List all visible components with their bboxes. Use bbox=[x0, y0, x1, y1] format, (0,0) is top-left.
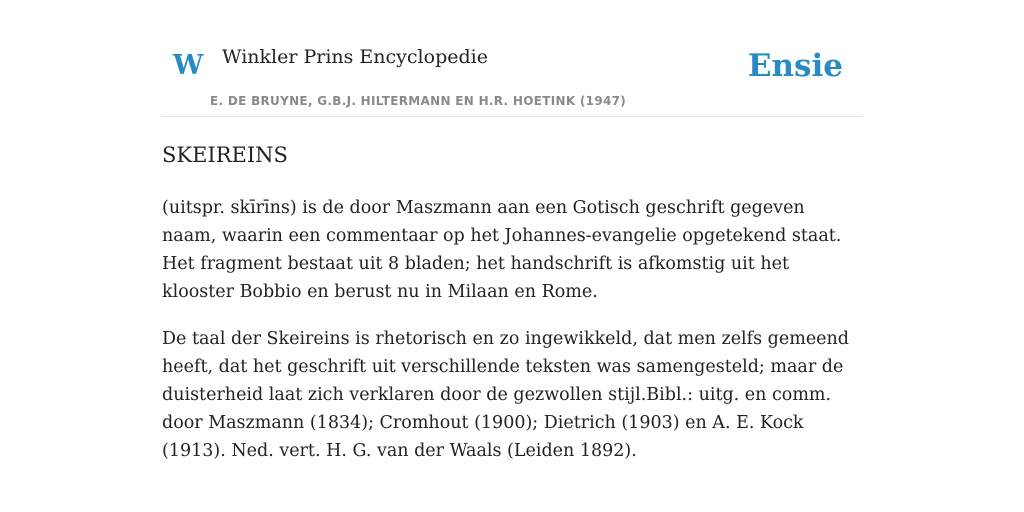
article-paragraph: De taal der Skeireins is rhetorisch en zo ingewikkeld, dat men zelfs gemeend heeft, dat het geschrift uit verschillende teksten was samengesteld; maar de duisterheid laat zich verklaren door de gezwollen stijl.Bibl.: uitg. en comm. door Maszmann (1834); Cromhout (1900); Dietrich (1903) en A. E. Kock (1913). Ned. vert. H. G. van der Waals (Leiden 1892). bbox=[162, 329, 850, 461]
publication-authors: E. DE BRUYNE, G.B.J. HILTERMANN EN H.R. HOETINK (1947) bbox=[210, 94, 627, 108]
winkler-prins-logo[interactable]: W bbox=[173, 50, 204, 81]
site-header bbox=[162, 0, 862, 117]
publication-title[interactable]: Winkler Prins Encyclopedie bbox=[222, 46, 488, 68]
article-headword: SKEIREINS bbox=[162, 143, 288, 167]
article bbox=[162, 138, 862, 484]
ensie-logo[interactable]: Ensie bbox=[747, 48, 843, 84]
article-paragraph: (uitspr. skīrīns) is de door Maszmann aan een Gotisch geschrift gegeven naam, waarin een commentaar op het Johannes-evangelie opgetekend staat. Het fragment bestaat uit 8 bladen; het handschrift is afkomstig uit het klooster Bobbio en berust nu in Milaan en Rome. bbox=[162, 198, 842, 302]
